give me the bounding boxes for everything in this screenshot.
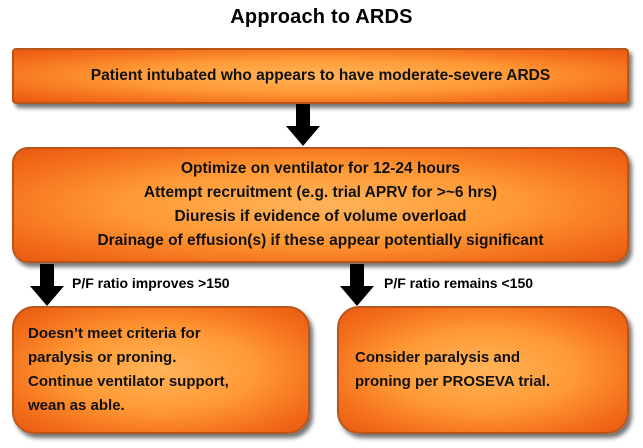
intubated-patient-text: Patient intubated who appears to have moderate-severe ARDS bbox=[90, 67, 551, 84]
paralysis-proning-line-1: Consider paralysis and bbox=[355, 349, 521, 366]
right-down-arrow-icon bbox=[340, 264, 374, 306]
optimize-line-1: Optimize on ventilator for 12-24 hours bbox=[180, 160, 461, 177]
continue-support-box bbox=[12, 306, 310, 434]
down-arrow-icon bbox=[286, 104, 320, 146]
pf-improves-label: P/F ratio improves >150 bbox=[72, 275, 230, 291]
continue-support-line-1: Doesn’t meet criteria for bbox=[28, 325, 201, 342]
optimize-ventilator-box bbox=[12, 147, 629, 263]
pf-remains-label: P/F ratio remains <150 bbox=[384, 275, 534, 291]
paralysis-proning-box bbox=[337, 306, 629, 434]
continue-support-line-3: Continue ventilator support, bbox=[28, 373, 229, 390]
optimize-line-2: Attempt recruitment (e.g. trial APRV for >~6 hrs) bbox=[143, 184, 498, 201]
optimize-line-3: Diuresis if evidence of volume overload bbox=[174, 208, 467, 225]
paralysis-proning-line-2: proning per PROSEVA trial. bbox=[355, 373, 551, 390]
diagram-title: Approach to ARDS bbox=[230, 6, 413, 28]
left-down-arrow-icon bbox=[30, 264, 64, 306]
continue-support-line-2: paralysis or proning. bbox=[28, 349, 177, 366]
intubated-patient-box bbox=[12, 48, 629, 104]
optimize-line-4: Drainage of effusion(s) if these appear potentially significant bbox=[97, 232, 544, 249]
continue-support-line-4: wean as able. bbox=[28, 397, 125, 414]
